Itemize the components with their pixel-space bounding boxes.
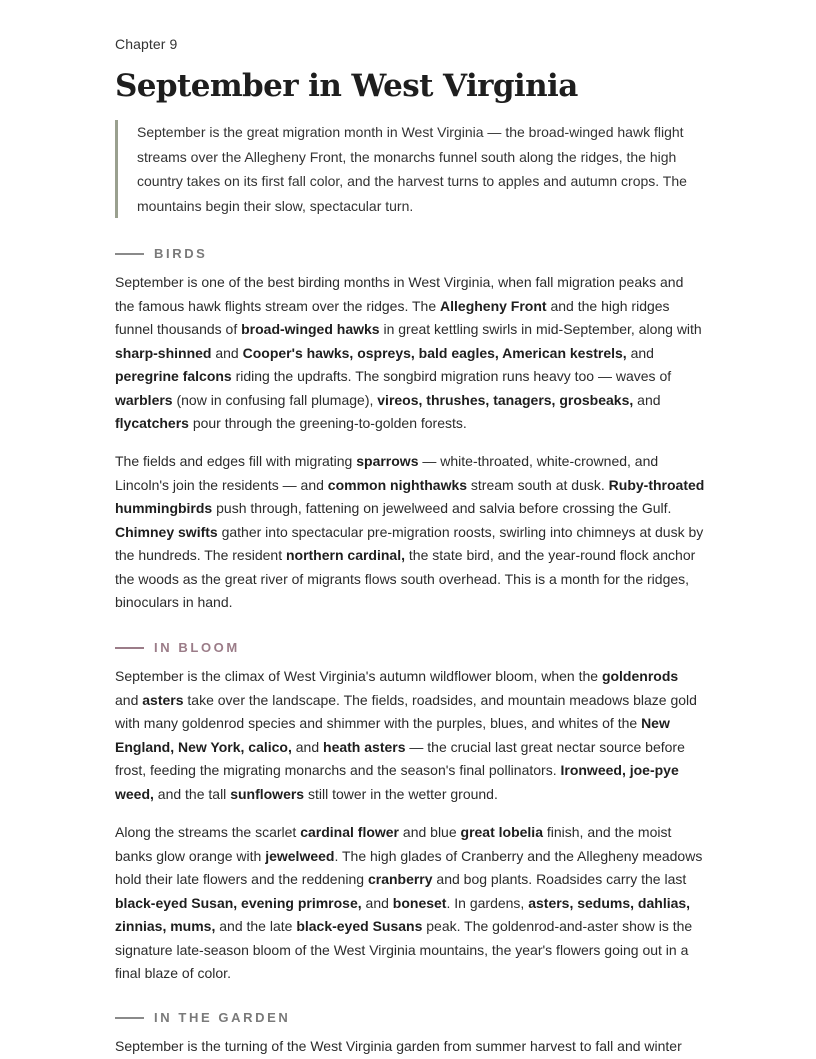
bold-term: black-eyed Susans	[296, 918, 423, 934]
text-run: riding the updrafts. The songbird migration runs heavy too — waves of	[231, 368, 672, 384]
paragraph	[115, 450, 705, 615]
text-run: take over the landscape. The fields, roadsides, and mountain meadows blaze gold with many goldenrod species and shimmer with the purples, blues, and whites of the	[115, 691, 697, 731]
text-run: the state bird, and the year-round flock anchor the woods as the great river of migrants flows south overhead. This is a month for the ridges, binoculars in hand.	[115, 547, 696, 610]
text-run: September is the turning of the West Virginia garden from summer harvest to fall and winter	[115, 1038, 682, 1054]
paragraph	[115, 665, 705, 806]
section-heading-label: BIRDS	[154, 246, 208, 261]
bold-term: vireos, thrushes, tanagers, grosbeaks,	[377, 391, 634, 408]
intro-blockquote: September is the great migration month in West Virginia — the broad-winged hawk flight streams over the Allegheny Front, the monarchs funnel south along the ridges, the high country takes on its first fall color, and the harvest turns to apples and autumn crops. The mountains begin their slow, spectacular turn.	[115, 120, 701, 218]
bold-term: Ruby-throated hummingbirds	[115, 476, 705, 516]
text-run: and	[115, 691, 143, 708]
bold-term: New England, New York, calico,	[115, 715, 670, 755]
bold-term: heath asters	[323, 738, 406, 755]
text-run: and bog plants. Roadsides carry the last	[432, 871, 687, 887]
text-run: push through, fattening on jewelweed and salvia before crossing the Gulf.	[212, 500, 672, 516]
bold-term: sharp-shinned	[115, 344, 212, 361]
text-run: — the crucial last great nectar source before frost, feeding the migrating monarchs and the season's final pollinators.	[115, 738, 685, 778]
heading-rule	[115, 647, 144, 649]
bold-term: warblers	[115, 391, 173, 408]
text-run: and	[361, 894, 393, 911]
text-run: still tower in the wetter ground.	[304, 785, 498, 802]
bold-term: sunflowers	[230, 785, 305, 802]
section-heading-bloom	[115, 640, 240, 655]
bold-term: sparrows	[356, 453, 419, 469]
text-run: in great kettling swirls in mid-September, along with	[379, 321, 702, 337]
text-run: and the high ridges funnel thousands of	[115, 297, 670, 337]
text-run: and	[291, 738, 324, 755]
text-run: . The high glades of Cranberry and the Allegheny meadows hold their late flowers and the reddening	[115, 847, 703, 887]
bold-term: goldenrods	[601, 668, 679, 684]
bold-term: asters, sedums, dahlias, zinnias, mums,	[115, 894, 691, 934]
section-heading-label: IN BLOOM	[154, 640, 240, 655]
page-title: September in West Virginia	[115, 68, 578, 104]
text-run: finish, and the moist banks glow orange with	[115, 824, 672, 864]
section-heading-birds	[115, 246, 207, 261]
bold-term: jewelweed	[265, 847, 335, 864]
paragraph	[115, 271, 705, 436]
bold-term: common nighthawks	[327, 476, 468, 493]
bold-term: cardinal flower	[300, 824, 400, 840]
bold-term: Ironweed, joe-pye weed,	[115, 762, 679, 802]
text-run: gather into spectacular pre-migration roosts, swirling into chimneys at dusk by the hundreds. The resident	[115, 523, 704, 563]
bold-term: great lobelia	[460, 824, 543, 840]
section-heading-label: IN THE GARDEN	[154, 1010, 291, 1025]
text-run: pour through the greening-to-golden forests.	[188, 415, 467, 431]
bold-term: peregrine falcons	[115, 368, 232, 384]
text-run: and blue	[399, 824, 461, 840]
bold-term: Allegheny Front	[440, 297, 547, 314]
section-heading-garden	[115, 1010, 290, 1025]
bold-term: northern cardinal,	[285, 547, 405, 563]
text-run: peak. The goldenrod-and-aster show is the signature late-season bloom of the West Virginia mountains, the year's flowers going out in a final blaze of color.	[115, 918, 693, 981]
text-run: and	[211, 344, 243, 361]
text-run: and	[633, 391, 661, 408]
chapter-label: Chapter 9	[115, 36, 178, 52]
bold-term: Cooper's hawks, ospreys, bald eagles, American kestrels,	[242, 344, 627, 361]
bold-term: cranberry	[367, 871, 433, 887]
text-run: and the tall	[153, 785, 231, 802]
text-run: and	[626, 344, 654, 361]
heading-rule	[115, 1017, 144, 1019]
bold-term: broad-winged hawks	[241, 321, 380, 337]
bold-term: Chimney swifts	[115, 523, 218, 540]
text-run: and the late	[215, 918, 297, 934]
bold-term: black-eyed Susan, evening primrose,	[115, 894, 362, 911]
bold-term: asters	[142, 691, 184, 708]
text-run: stream south at dusk.	[467, 476, 609, 493]
bold-term: boneset	[392, 894, 447, 911]
text-run: Along the streams the scarlet	[115, 824, 301, 840]
bold-term: flycatchers	[115, 415, 189, 431]
text-run: The fields and edges fill with migrating	[115, 453, 357, 469]
text-run: September is the climax of West Virginia's autumn wildflower bloom, when the	[115, 668, 602, 684]
text-run: (now in confusing fall plumage),	[172, 391, 378, 408]
text-run: September is one of the best birding months in West Virginia, when fall migration peaks and the famous hawk flights stream over the ridges. The	[115, 274, 684, 314]
paragraph	[115, 821, 705, 986]
paragraph	[115, 1035, 705, 1059]
heading-rule	[115, 253, 144, 255]
text-run: . In gardens,	[446, 894, 529, 911]
text-run: — white-throated, white-crowned, and Lincoln's join the residents — and	[115, 453, 659, 493]
